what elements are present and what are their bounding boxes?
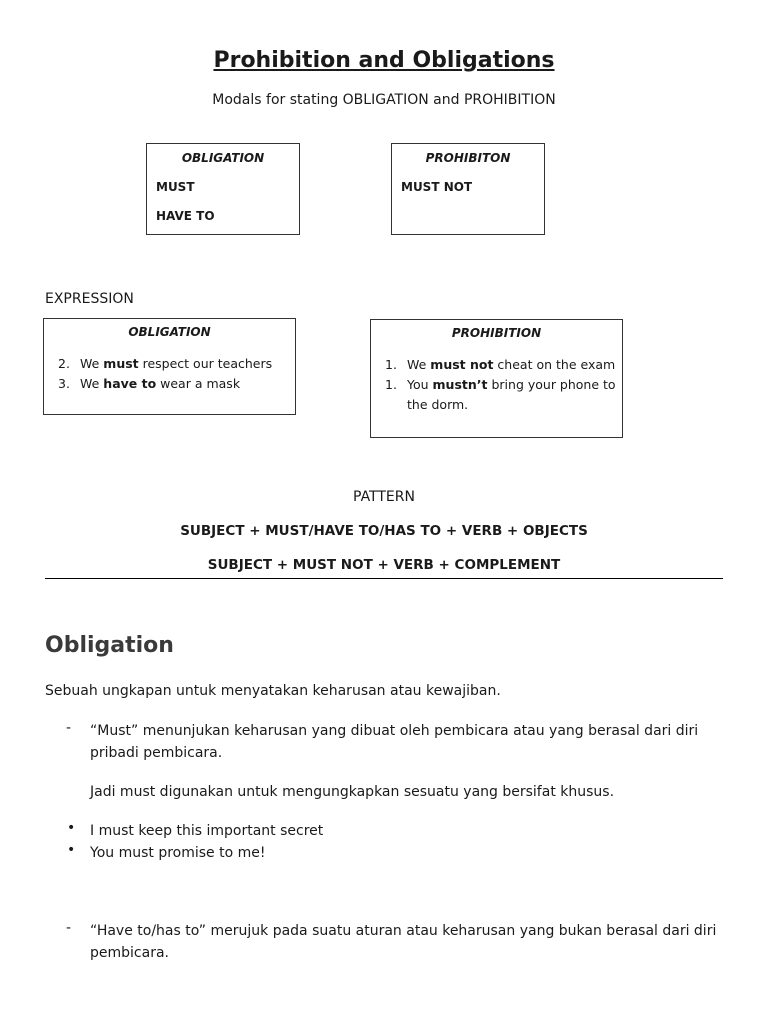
bullet-marker: • xyxy=(67,842,76,858)
dash-marker: - xyxy=(66,920,72,936)
have-to-explanation: “Have to/has to” merujuk pada suatu aturan atau keharusan yang bukan berasal dari diri pembicara. xyxy=(90,923,717,961)
prohibition-modals-heading: PROHIBITON xyxy=(425,151,511,165)
page-title: Prohibition and Obligations xyxy=(213,48,555,73)
obligation-expression-heading: OBLIGATION xyxy=(128,325,211,339)
obligation-intro: Sebuah ungkapan untuk menyatakan keharusan atau kewajiban. xyxy=(45,683,501,699)
list-item: I must keep this important secret xyxy=(90,823,324,839)
dash-marker: - xyxy=(66,720,72,736)
must-note: Jadi must digunakan untuk mengungkapkan sesuatu yang bersifat khusus. xyxy=(90,784,615,800)
list-item: You must promise to me! xyxy=(90,845,266,861)
pattern-obligation: SUBJECT + MUST/HAVE TO/HAS TO + VERB + OBJECTS xyxy=(180,523,588,539)
pattern-label: PATTERN xyxy=(353,489,415,505)
divider xyxy=(45,578,723,579)
bullet-marker: • xyxy=(67,820,76,836)
expression-label: EXPRESSION xyxy=(45,291,134,307)
obligation-example-list xyxy=(58,354,290,394)
list-item: 2. We must respect our teachers xyxy=(58,356,273,371)
obligation-modals-heading: OBLIGATION xyxy=(181,151,265,165)
modal-have-to: HAVE TO xyxy=(156,209,215,223)
section-heading-obligation: Obligation xyxy=(45,633,174,658)
must-explanation: “Must” menunjukan keharusan yang dibuat oleh pembicara atau yang berasal dari diri pribadi pembicara. xyxy=(90,723,699,761)
page-subtitle: Modals for stating OBLIGATION and PROHIBITION xyxy=(212,92,556,108)
obligation-expression-box xyxy=(43,318,296,415)
obligation-modals-box xyxy=(146,143,300,235)
modal-must-not: MUST NOT xyxy=(401,180,473,194)
list-item: 1. We must not cheat on the exam xyxy=(385,357,616,372)
prohibition-modals-box xyxy=(391,143,545,235)
list-item: 1. You mustn’t bring your phone to the dorm. xyxy=(385,377,616,412)
pattern-prohibition: SUBJECT + MUST NOT + VERB + COMPLEMENT xyxy=(207,557,561,573)
modal-must: MUST xyxy=(156,180,195,194)
prohibition-example-list xyxy=(385,355,617,415)
list-item: 3. We have to wear a mask xyxy=(58,376,241,391)
prohibition-expression-box xyxy=(370,319,623,438)
prohibition-expression-heading: PROHIBITION xyxy=(451,326,542,340)
